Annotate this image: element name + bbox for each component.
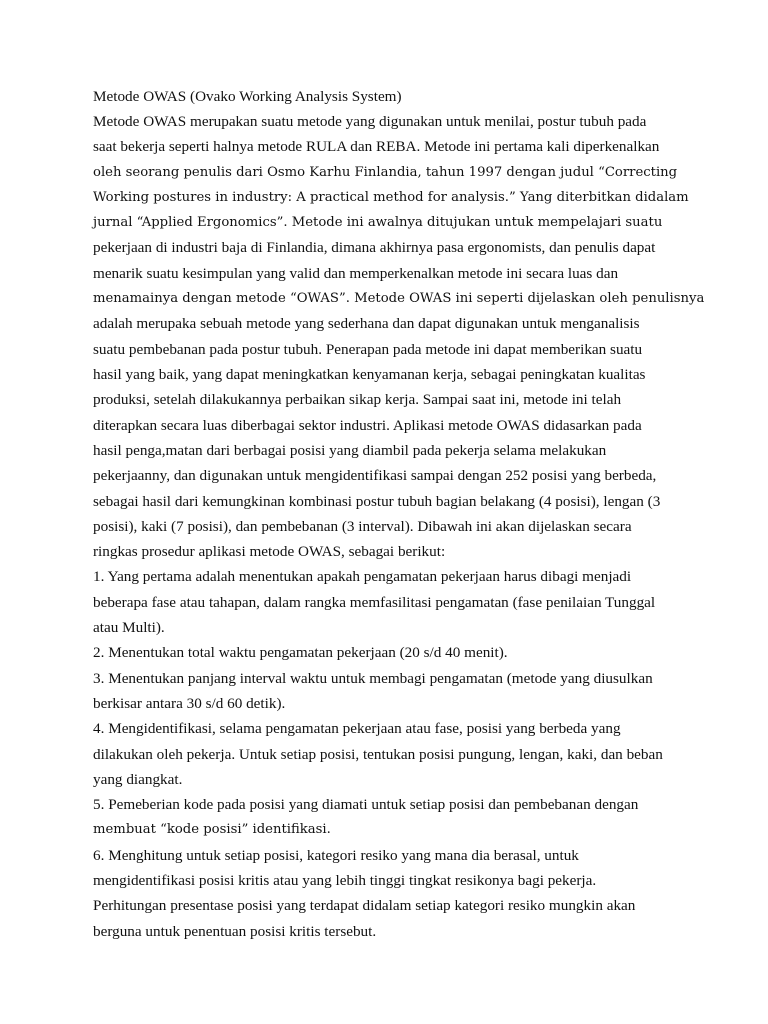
list-item-2: 2. Menentukan total waktu pengamatan pekerjaan (20 s/d 40 menit). (93, 644, 508, 661)
paragraph-line: pekerjaanny, dan digunakan untuk mengidentifikasi sampai dengan 252 posisi yang berbeda, (93, 467, 657, 484)
document-title: Metode OWAS (Ovako Working Analysis System) (93, 88, 402, 105)
paragraph-line: menarik suatu kesimpulan yang valid dan memperkenalkan metode ini secara luas dan (93, 265, 619, 282)
paragraph-line: adalah merupaka sebuah metode yang sederhana dan dapat digunakan untuk menganalisis (93, 315, 640, 332)
list-item-1-continued: beberapa fase atau tahapan, dalam rangka memfasilitasi pengamatan (fase penilaian Tunggal (93, 594, 656, 611)
paragraph-line: produksi, setelah dilakukannya perbaikan sikap kerja. Sampai saat ini, metode ini telah (93, 391, 622, 408)
paragraph-line: pekerjaan di industri baja di Finlandia, dimana akhirnya pasa ergonomists, dan penulis dapat (93, 239, 656, 256)
paragraph-line: Metode OWAS merupakan suatu metode yang digunakan untuk menilai, postur tubuh pada (93, 113, 647, 130)
list-item-6-continued: mengidentifikasi posisi kritis atau yang lebih tinggi tingkat resikonya bagi pekerja. (93, 872, 597, 889)
list-item-4-continued: yang diangkat. (93, 771, 183, 788)
paragraph-line: saat bekerja seperti halnya metode RULA dan REBA. Metode ini pertama kali diperkenalkan (93, 138, 660, 155)
paragraph-line: ringkas prosedur aplikasi metode OWAS, sebagai berikut: (93, 543, 446, 560)
paragraph-line: jurnal “Applied Ergonomics”. Metode ini awalnya ditujukan untuk mempelajari suatu (93, 215, 663, 230)
list-item-4: 4. Mengidentifikasi, selama pengamatan pekerjaan atau fase, posisi yang berbeda yang (93, 720, 621, 737)
paragraph-line: Working postures in industry: A practical method for analysis.” Yang diterbitkan didalam (93, 190, 689, 205)
list-item-3-continued: berkisar antara 30 s/d 60 detik). (93, 695, 286, 712)
paragraph-line: berguna untuk penentuan posisi kritis tersebut. (93, 923, 377, 940)
list-item-6: 6. Menghitung untuk setiap posisi, kategori resiko yang mana dia berasal, untuk (93, 847, 579, 864)
paragraph-line: Perhitungan presentase posisi yang terdapat didalam setiap kategori resiko mungkin akan (93, 897, 636, 914)
paragraph-line: oleh seorang penulis dari Osmo Karhu Finlandia, tahun 1997 dengan judul “Correcting (93, 165, 678, 180)
list-item-1-continued: atau Multi). (93, 619, 165, 636)
paragraph-line: hasil penga,matan dari berbagai posisi yang diambil pada pekerja selama melakukan (93, 442, 607, 459)
paragraph-line: menamainya dengan metode “OWAS”. Metode OWAS ini seperti dijelaskan oleh penulisnya (93, 291, 705, 306)
paragraph-line: posisi), kaki (7 posisi), dan pembebanan (3 interval). Dibawah ini akan dijelaskan secara (93, 518, 632, 535)
paragraph-line: hasil yang baik, yang dapat meningkatkan kenyamanan kerja, sebagai peningkatan kualitas (93, 366, 646, 383)
list-item-5: 5. Pemeberian kode pada posisi yang diamati untuk setiap posisi dan pembebanan dengan (93, 796, 639, 813)
paragraph-line: sebagai hasil dari kemungkinan kombinasi postur tubuh bagian belakang (4 posisi), lengan (3 (93, 493, 661, 510)
paragraph-line: suatu pembebanan pada postur tubuh. Penerapan pada metode ini dapat memberikan suatu (93, 341, 643, 358)
list-item-5-continued: membuat “kode posisi” identifikasi. (93, 822, 331, 837)
list-item-4-continued: dilakukan oleh pekerja. Untuk setiap posisi, tentukan posisi pungung, lengan, kaki, dan beban (93, 746, 663, 763)
paragraph-line: diterapkan secara luas diberbagai sektor industri. Aplikasi metode OWAS didasarkan pada (93, 417, 642, 434)
list-item-1: 1. Yang pertama adalah menentukan apakah pengamatan pekerjaan harus dibagi menjadi (93, 568, 632, 585)
list-item-3: 3. Menentukan panjang interval waktu untuk membagi pengamatan (metode yang diusulkan (93, 670, 653, 687)
